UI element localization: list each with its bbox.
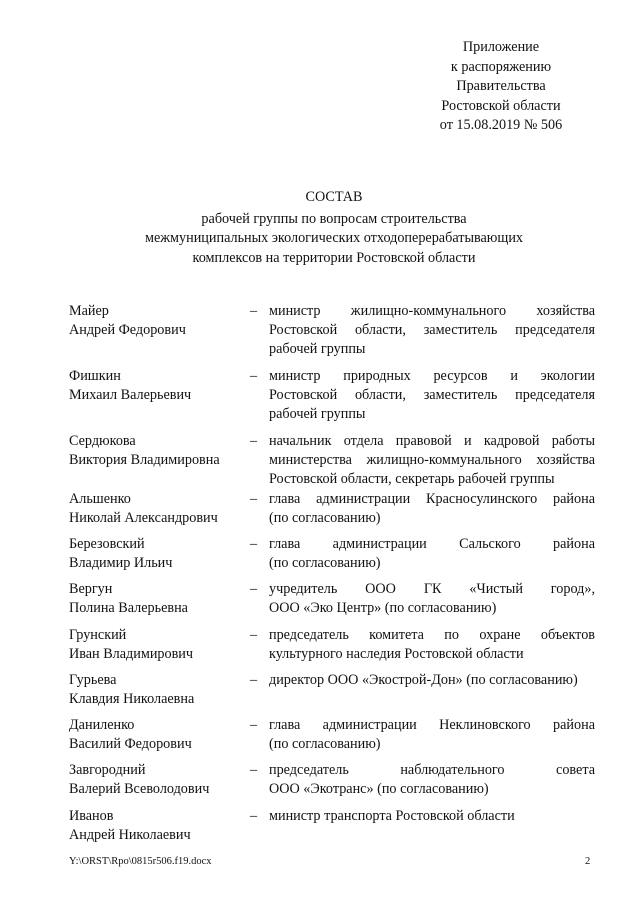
appendix-line: Ростовской области — [441, 97, 561, 114]
member-role-line: Ростовской области, заместитель председателя — [269, 322, 595, 338]
member-name — [69, 490, 249, 528]
member-role — [269, 716, 595, 754]
member-role-line: глава администрации Сальского района — [269, 536, 595, 552]
member-name — [69, 580, 249, 618]
member-role-line: министр природных ресурсов и экологии — [269, 368, 595, 384]
member-role — [269, 535, 595, 573]
member-surname: Фишкин — [69, 368, 121, 384]
heading-line: межмуниципальных экологических отходоперерабатывающих — [144, 230, 524, 247]
member-role-line: директор ООО «Экострой-Дон» (по согласованию) — [269, 672, 578, 688]
member-given-names: Василий Федорович — [69, 736, 192, 752]
heading-line: рабочей группы по вопросам строительства — [201, 210, 467, 227]
member-given-names: Полина Валерьевна — [69, 600, 188, 616]
appendix-line: к распоряжению — [450, 58, 552, 75]
member-role — [269, 490, 595, 528]
member-surname: Майер — [69, 303, 109, 319]
member-role-line: глава администрации Неклиновского района — [269, 717, 595, 733]
member-dash: – — [250, 536, 258, 552]
member-surname: Даниленко — [69, 717, 135, 733]
member-surname: Сердюкова — [69, 433, 136, 449]
member-dash: – — [250, 627, 258, 643]
member-dash: – — [250, 672, 258, 688]
member-name — [69, 367, 249, 405]
member-role — [269, 626, 595, 664]
member-given-names: Андрей Николаевич — [69, 827, 191, 843]
member-role-line: начальник отдела правовой и кадровой работы — [269, 433, 595, 449]
member-surname: Иванов — [69, 808, 114, 824]
member-role-line: министр жилищно-коммунального хозяйства — [269, 303, 595, 319]
member-role-line: ООО «Экотранс» (по согласованию) — [269, 781, 489, 797]
member-given-names: Николай Александрович — [69, 510, 218, 526]
member-role-line: ООО «Эко Центр» (по согласованию) — [269, 600, 497, 616]
member-role-line: министерства жилищно-коммунального хозяйства — [269, 452, 595, 468]
member-surname: Завгородний — [69, 762, 146, 778]
member-role-line: (по согласованию) — [269, 736, 381, 752]
appendix-line: от 15.08.2019 № 506 — [439, 117, 563, 134]
member-given-names: Иван Владимирович — [69, 646, 194, 662]
member-role-line: Ростовской области, секретарь рабочей группы — [269, 471, 555, 487]
member-role — [269, 432, 595, 489]
appendix-line: Правительства — [456, 78, 546, 95]
member-given-names: Клавдия Николаевна — [69, 691, 195, 707]
member-role — [269, 761, 595, 799]
member-name — [69, 535, 249, 573]
member-given-names: Валерий Всеволодович — [69, 781, 210, 797]
member-dash: – — [250, 303, 258, 319]
member-role-line: рабочей группы — [269, 406, 366, 422]
member-name — [69, 671, 249, 709]
member-role — [269, 367, 595, 424]
member-name — [69, 626, 249, 664]
member-name — [69, 807, 249, 845]
document-heading — [60, 188, 608, 268]
appendix-block — [412, 38, 590, 136]
page-number: 2 — [585, 856, 591, 867]
member-role — [269, 302, 595, 359]
member-name — [69, 302, 249, 340]
member-dash: – — [250, 433, 258, 449]
member-given-names: Андрей Федорович — [69, 322, 186, 338]
member-role — [269, 807, 595, 826]
member-role-line: председатель комитета по охране объектов — [269, 627, 595, 643]
member-dash: – — [250, 581, 258, 597]
member-role-line: учредитель ООО ГК «Чистый город», — [269, 581, 595, 597]
member-dash: – — [250, 368, 258, 384]
member-role-line: председатель наблюдательного совета — [269, 762, 595, 778]
member-role-line: рабочей группы — [269, 341, 366, 357]
heading-title: СОСТАВ — [305, 189, 363, 205]
member-role — [269, 671, 595, 690]
member-given-names: Владимир Ильич — [69, 555, 173, 571]
member-surname: Вергун — [69, 581, 113, 597]
member-dash: – — [250, 717, 258, 733]
member-given-names: Виктория Владимировна — [69, 452, 220, 468]
member-dash: – — [250, 762, 258, 778]
member-surname: Грунский — [69, 627, 127, 643]
member-role-line: Ростовской области, заместитель председателя — [269, 387, 595, 403]
member-given-names: Михаил Валерьевич — [69, 387, 192, 403]
member-role-line: министр транспорта Ростовской области — [269, 808, 515, 824]
member-name — [69, 716, 249, 754]
member-role-line: (по согласованию) — [269, 555, 381, 571]
member-name — [69, 432, 249, 470]
member-role-line: (по согласованию) — [269, 510, 381, 526]
footer-file-path: Y:\ORST\Rpo\0815r506.f19.docx — [69, 856, 212, 867]
member-surname: Березовский — [69, 536, 145, 552]
member-name — [69, 761, 249, 799]
member-surname: Гурьева — [69, 672, 117, 688]
member-role-line: культурного наследия Ростовской области — [269, 646, 524, 662]
member-dash: – — [250, 491, 258, 507]
member-role-line: глава администрации Красносулинского района — [269, 491, 595, 507]
heading-line: комплексов на территории Ростовской области — [192, 249, 476, 266]
member-surname: Альшенко — [69, 491, 131, 507]
member-role — [269, 580, 595, 618]
member-dash: – — [250, 808, 258, 824]
appendix-line: Приложение — [462, 39, 540, 55]
